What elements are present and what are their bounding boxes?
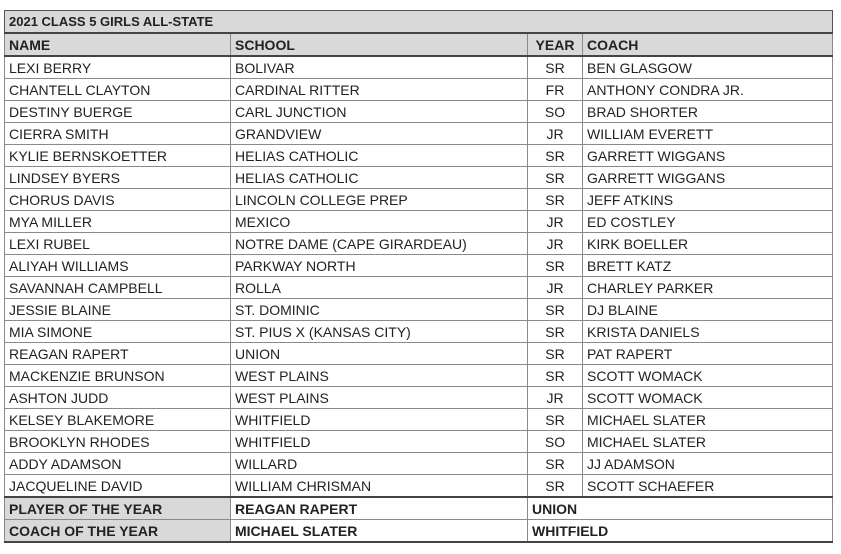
player-name-cell: LEXI RUBEL bbox=[5, 233, 231, 255]
table-row bbox=[5, 189, 833, 211]
table-row bbox=[5, 167, 833, 189]
year-cell: SR bbox=[528, 343, 583, 365]
year-cell: SR bbox=[528, 145, 583, 167]
table-row bbox=[5, 211, 833, 233]
player-name-cell: ASHTON JUDD bbox=[5, 387, 231, 409]
school-cell: ST. DOMINIC bbox=[231, 299, 528, 321]
year-cell: JR bbox=[528, 277, 583, 299]
player-name-cell: LEXI BERRY bbox=[5, 56, 231, 79]
table-row bbox=[5, 233, 833, 255]
year-cell: SR bbox=[528, 321, 583, 343]
school-cell: BOLIVAR bbox=[231, 56, 528, 79]
coach-cell: JJ ADAMSON bbox=[583, 453, 833, 475]
school-cell: CARL JUNCTION bbox=[231, 101, 528, 123]
coach-cell: KIRK BOELLER bbox=[583, 233, 833, 255]
year-cell: FR bbox=[528, 79, 583, 101]
school-cell: LINCOLN COLLEGE PREP bbox=[231, 189, 528, 211]
award-row bbox=[5, 520, 833, 543]
school-cell: PARKWAY NORTH bbox=[231, 255, 528, 277]
year-cell: SR bbox=[528, 56, 583, 79]
year-cell: SR bbox=[528, 167, 583, 189]
title-row bbox=[5, 11, 833, 34]
school-cell: WEST PLAINS bbox=[231, 387, 528, 409]
year-cell: JR bbox=[528, 233, 583, 255]
coach-cell: DJ BLAINE bbox=[583, 299, 833, 321]
year-cell: JR bbox=[528, 387, 583, 409]
school-cell: CARDINAL RITTER bbox=[231, 79, 528, 101]
table-row bbox=[5, 475, 833, 498]
year-cell: SR bbox=[528, 365, 583, 387]
table-row bbox=[5, 387, 833, 409]
player-name-cell: CHANTELL CLAYTON bbox=[5, 79, 231, 101]
year-cell: JR bbox=[528, 123, 583, 145]
player-name-cell: MYA MILLER bbox=[5, 211, 231, 233]
table-row bbox=[5, 299, 833, 321]
coach-cell: SCOTT WOMACK bbox=[583, 365, 833, 387]
player-name-cell: KELSEY BLAKEMORE bbox=[5, 409, 231, 431]
column-header-name: NAME bbox=[5, 33, 231, 56]
coach-cell: KRISTA DANIELS bbox=[583, 321, 833, 343]
coach-cell: CHARLEY PARKER bbox=[583, 277, 833, 299]
school-cell: NOTRE DAME (CAPE GIRARDEAU) bbox=[231, 233, 528, 255]
school-cell: HELIAS CATHOLIC bbox=[231, 145, 528, 167]
coach-cell: GARRETT WIGGANS bbox=[583, 145, 833, 167]
coach-cell: JEFF ATKINS bbox=[583, 189, 833, 211]
table-row bbox=[5, 79, 833, 101]
award-winner-school: WHITFIELD bbox=[528, 520, 833, 543]
coach-cell: SCOTT SCHAEFER bbox=[583, 475, 833, 498]
table-row bbox=[5, 56, 833, 79]
coach-cell: ED COSTLEY bbox=[583, 211, 833, 233]
school-cell: WILLARD bbox=[231, 453, 528, 475]
table-row bbox=[5, 431, 833, 453]
school-cell: UNION bbox=[231, 343, 528, 365]
player-name-cell: CIERRA SMITH bbox=[5, 123, 231, 145]
table-title: 2021 CLASS 5 GIRLS ALL-STATE bbox=[5, 11, 833, 34]
player-name-cell: CHORUS DAVIS bbox=[5, 189, 231, 211]
player-name-cell: JACQUELINE DAVID bbox=[5, 475, 231, 498]
school-cell: ST. PIUS X (KANSAS CITY) bbox=[231, 321, 528, 343]
award-winner-school: UNION bbox=[528, 497, 833, 520]
column-header-year: YEAR bbox=[528, 33, 583, 56]
school-cell: GRANDVIEW bbox=[231, 123, 528, 145]
table-row bbox=[5, 343, 833, 365]
player-name-cell: ADDY ADAMSON bbox=[5, 453, 231, 475]
table-row bbox=[5, 145, 833, 167]
year-cell: SR bbox=[528, 255, 583, 277]
award-label: PLAYER OF THE YEAR bbox=[5, 497, 231, 520]
coach-cell: SCOTT WOMACK bbox=[583, 387, 833, 409]
table-row bbox=[5, 277, 833, 299]
coach-cell: MICHAEL SLATER bbox=[583, 409, 833, 431]
player-name-cell: REAGAN RAPERT bbox=[5, 343, 231, 365]
table-row bbox=[5, 409, 833, 431]
player-name-cell: DESTINY BUERGE bbox=[5, 101, 231, 123]
award-row bbox=[5, 497, 833, 520]
player-name-cell: MIA SIMONE bbox=[5, 321, 231, 343]
school-cell: ROLLA bbox=[231, 277, 528, 299]
table-row bbox=[5, 365, 833, 387]
year-cell: SR bbox=[528, 299, 583, 321]
table-row bbox=[5, 255, 833, 277]
all-state-table bbox=[4, 10, 833, 543]
coach-cell: WILLIAM EVERETT bbox=[583, 123, 833, 145]
coach-cell: ANTHONY CONDRA JR. bbox=[583, 79, 833, 101]
school-cell: WHITFIELD bbox=[231, 431, 528, 453]
player-name-cell: ALIYAH WILLIAMS bbox=[5, 255, 231, 277]
player-name-cell: MACKENZIE BRUNSON bbox=[5, 365, 231, 387]
school-cell: WEST PLAINS bbox=[231, 365, 528, 387]
school-cell: HELIAS CATHOLIC bbox=[231, 167, 528, 189]
school-cell: WHITFIELD bbox=[231, 409, 528, 431]
player-name-cell: BROOKLYN RHODES bbox=[5, 431, 231, 453]
table-row bbox=[5, 321, 833, 343]
school-cell: WILLIAM CHRISMAN bbox=[231, 475, 528, 498]
coach-cell: MICHAEL SLATER bbox=[583, 431, 833, 453]
award-winner-name: MICHAEL SLATER bbox=[231, 520, 528, 543]
year-cell: SR bbox=[528, 409, 583, 431]
award-winner-name: REAGAN RAPERT bbox=[231, 497, 528, 520]
coach-cell: BRETT KATZ bbox=[583, 255, 833, 277]
column-header-coach: COACH bbox=[583, 33, 833, 56]
column-header-school: SCHOOL bbox=[231, 33, 528, 56]
year-cell: SR bbox=[528, 453, 583, 475]
year-cell: JR bbox=[528, 211, 583, 233]
table-row bbox=[5, 123, 833, 145]
year-cell: SO bbox=[528, 431, 583, 453]
year-cell: SO bbox=[528, 101, 583, 123]
header-row bbox=[5, 33, 833, 56]
table-row bbox=[5, 101, 833, 123]
coach-cell: GARRETT WIGGANS bbox=[583, 167, 833, 189]
school-cell: MEXICO bbox=[231, 211, 528, 233]
award-label: COACH OF THE YEAR bbox=[5, 520, 231, 543]
player-name-cell: KYLIE BERNSKOETTER bbox=[5, 145, 231, 167]
player-name-cell: JESSIE BLAINE bbox=[5, 299, 231, 321]
year-cell: SR bbox=[528, 475, 583, 498]
coach-cell: BRAD SHORTER bbox=[583, 101, 833, 123]
player-name-cell: SAVANNAH CAMPBELL bbox=[5, 277, 231, 299]
coach-cell: BEN GLASGOW bbox=[583, 56, 833, 79]
player-name-cell: LINDSEY BYERS bbox=[5, 167, 231, 189]
year-cell: SR bbox=[528, 189, 583, 211]
coach-cell: PAT RAPERT bbox=[583, 343, 833, 365]
table-row bbox=[5, 453, 833, 475]
